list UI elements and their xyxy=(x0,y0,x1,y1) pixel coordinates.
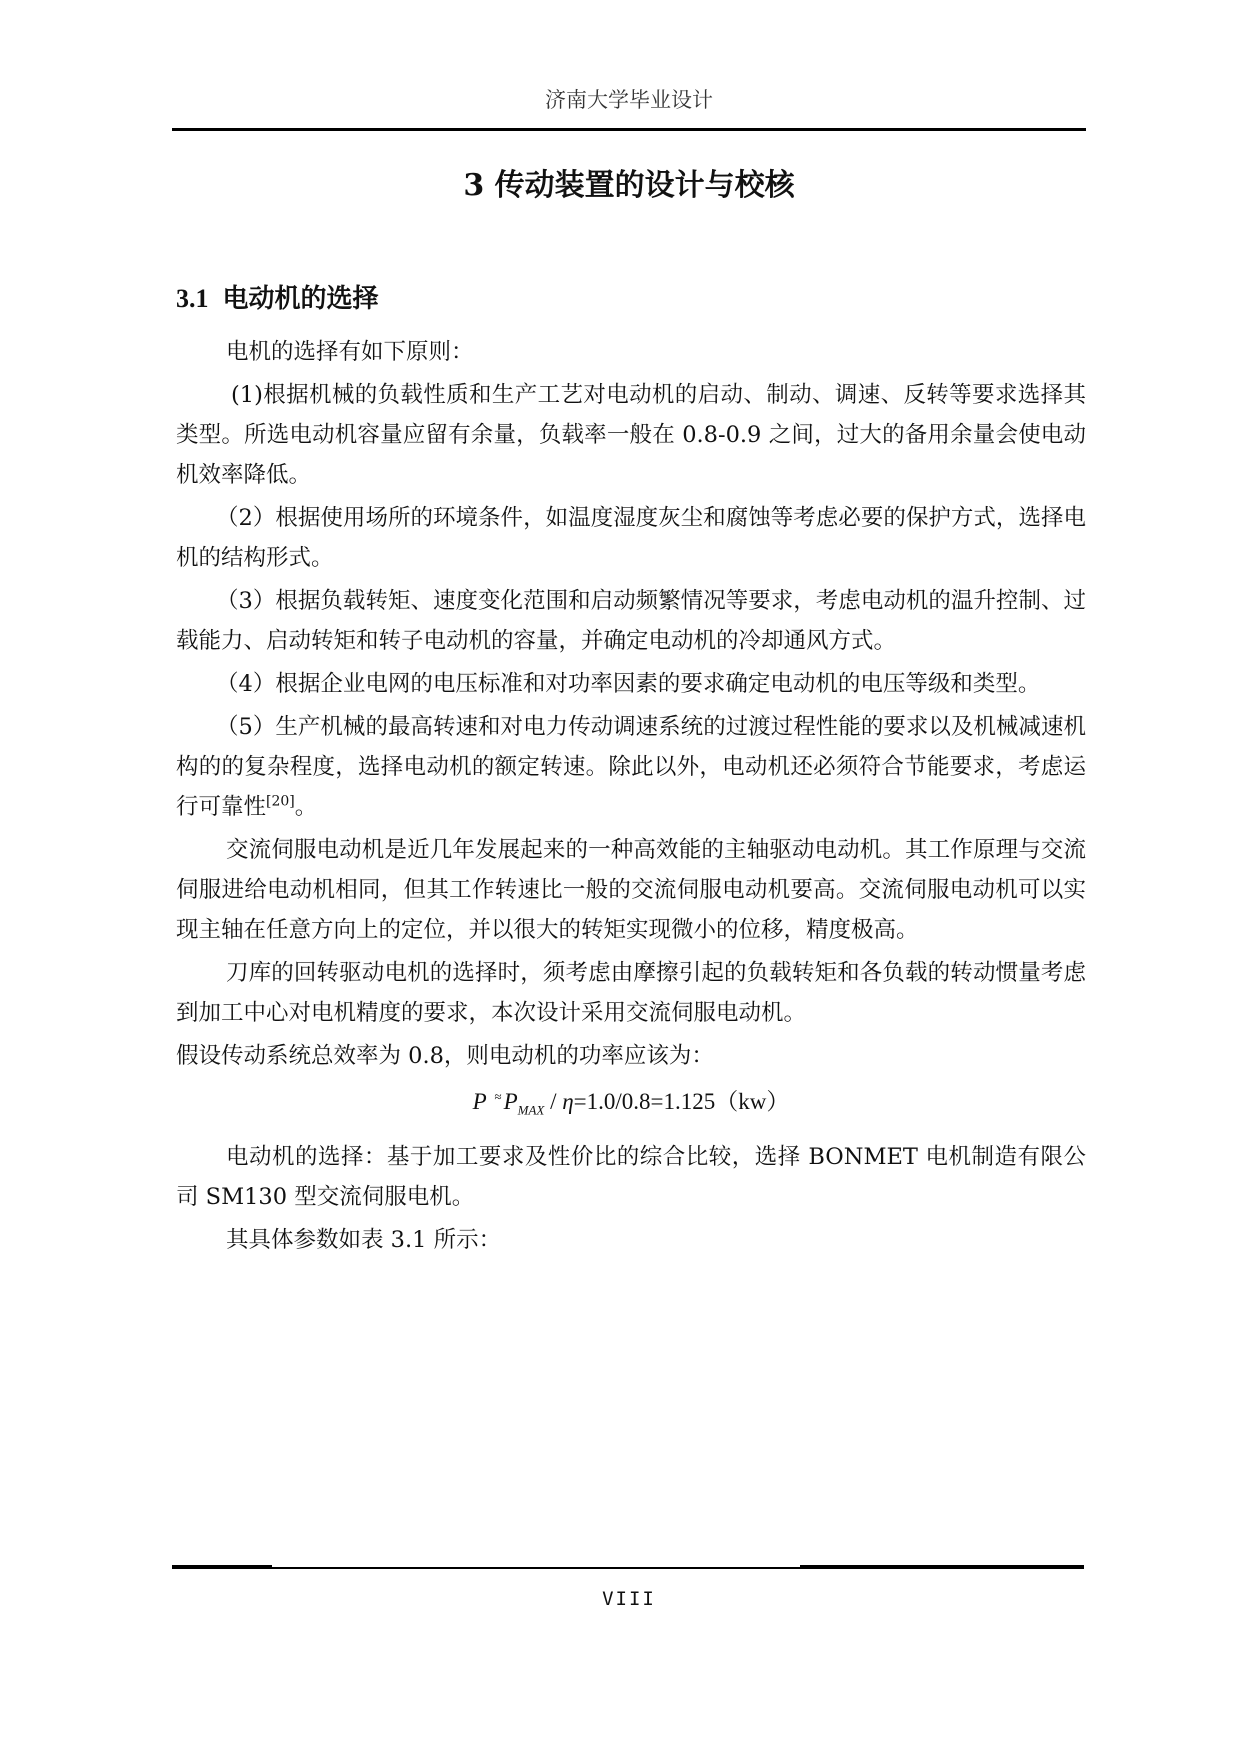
header-divider xyxy=(172,128,1086,131)
citation-ref: [20] xyxy=(266,793,295,810)
footer-divider-accent-right xyxy=(800,1565,1084,1569)
paragraph-principle-4: （4）根据企业电网的电压标准和对功率因素的要求确定电动机的电压等级和类型。 xyxy=(216,671,1041,697)
paragraph-table-ref: 其具体参数如表 3.1 所示： xyxy=(226,1226,502,1253)
formula-approx: ≈ xyxy=(494,1089,502,1104)
formula-eta: η xyxy=(562,1089,574,1114)
power-formula xyxy=(176,1082,1086,1131)
paragraph-principle-2: （2）根据使用场所的环境条件，如温度湿度灰尘和腐蚀等考虑必要的保护方式，选择电机的结构形式。 xyxy=(176,505,1086,571)
paragraph-principle-5-end: 。 xyxy=(294,794,318,820)
formula-var: P xyxy=(503,1089,518,1114)
body-text xyxy=(176,332,1086,1263)
paragraph-principle-1: (1)根据机械的负载性质和生产工艺对电动机的启动、制动、调速、反转等要求选择其类型。所选电动机容量应留有余量，负载率一般在 0.8-0.9 之间，过大的备用余量会使电动机效率降低。 xyxy=(176,382,1086,488)
paragraph-efficiency: 假设传动系统总效率为 0.8，则电动机的功率应该为： xyxy=(176,1043,714,1069)
formula-lhs: P xyxy=(472,1089,487,1114)
paragraph-tool-magazine: 刀库的回转驱动电机的选择时，须考虑由摩擦引起的负载转矩和各负载的转动惯量考虑到加工中心对电机精度的要求，本次设计采用交流伺服电动机。 xyxy=(176,960,1086,1026)
formula-rhs: =1.0/0.8=1.125（kw） xyxy=(573,1089,790,1114)
footer-divider-accent-left xyxy=(172,1565,272,1569)
paragraph-principle-5 xyxy=(176,707,1086,827)
footer-divider xyxy=(172,1567,1084,1569)
paragraph-servo-motor: 交流伺服电动机是近几年发展起来的一种高效能的主轴驱动电动机。其工作原理与交流伺服进给电动机相同，但其工作转速比一般的交流伺服电动机要高。交流伺服电动机可以实现主轴在任意方向上的定位，并以很大的转矩实现微小的位移，精度极高。 xyxy=(176,837,1086,943)
chapter-title: 3 传动装置的设计与校核 xyxy=(463,168,795,203)
page-number: VIII xyxy=(602,1588,656,1610)
paragraph-intro: 电机的选择有如下原则： xyxy=(226,339,474,365)
section-heading xyxy=(176,278,379,315)
section-number: 3.1 xyxy=(176,284,209,313)
formula-divide: / xyxy=(544,1089,563,1114)
paragraph-principle-3: （3）根据负载转矩、速度变化范围和启动频繁情况等要求，考虑电动机的温升控制、过载能力、启动转矩和转子电动机的容量，并确定电动机的冷却通风方式。 xyxy=(176,588,1086,654)
running-header: 济南大学毕业设计 xyxy=(545,88,713,112)
formula-subscript: MAX xyxy=(517,1102,545,1118)
paragraph-principle-5-text: （5）生产机械的最高转速和对电力传动调速系统的过渡过程性能的要求以及机械减速机构的的复杂程度，选择电动机的额定转速。除此以外，电动机还必须符合节能要求，考虑运行可靠性 xyxy=(176,714,1086,820)
section-title: 电动机的选择 xyxy=(222,284,379,314)
paragraph-motor-choice: 电动机的选择：基于加工要求及性价比的综合比较，选择 BONMET 电机制造有限公司 SM130 型交流伺服电机。 xyxy=(176,1143,1086,1210)
